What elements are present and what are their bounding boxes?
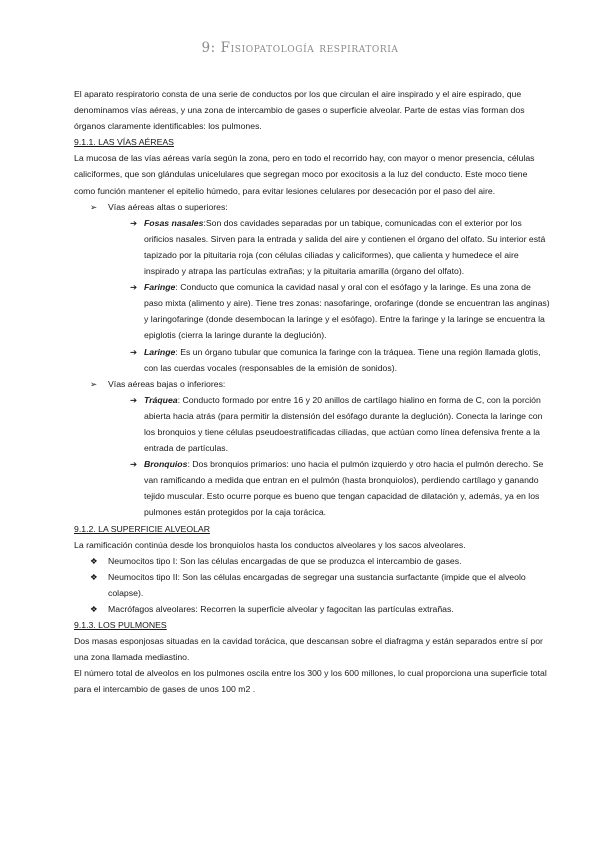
list-item-upper-airways: ➢ Vías aéreas altas o superiores: xyxy=(74,199,550,215)
pulmones-paragraph-2: El número total de alveolos en los pulmones oscila entre los 300 y los 600 millones, lo cual proporciona una superficie total para el intercambio de gases de unos 100 m2 . xyxy=(74,668,547,695)
arrow-bullet-icon: ➔ xyxy=(130,346,138,357)
list-item-laringe: ➔ Laringe: Es un órgano tubular que comunica la faringe con la tráquea. Tiene una región llamada glotis, con las cuerdas vocales (responsables de la emisión de sonidos). xyxy=(74,344,550,376)
superficie-alveolar-paragraph: La ramificación continúa desde los bronquiolos hasta los conductos alveolares y los sacos alveolares. xyxy=(74,539,466,550)
intro-paragraph: El aparato respiratorio consta de una serie de conductos por los que circulan el aire inspirado y el aire espirado, que denominamos vías aéreas, y una zona de intercambio de gases o superficie alveolar. Parte de estas vías forman dos órganos claramente identificables: los pulmones. xyxy=(74,89,525,132)
section-heading-pulmones: 9.1.3. LOS PULMONES xyxy=(74,620,167,631)
list-item-neumocitos-ii: ❖ Neumocitos tipo II: Son las células encargadas de segregar una sustancia surfactante (impide que el alveolo colapse). xyxy=(74,569,550,601)
arrow-bullet-icon: ➔ xyxy=(130,217,138,228)
list-item-neumocitos-i: ❖ Neumocitos tipo I: Son las células encargadas de que se produzca el intercambio de gases. xyxy=(74,553,550,569)
list-item-traquea: ➔ Tráquea: Conducto formado por entre 16 y 20 anillos de cartílago hialino en forma de C, con la porción abierta hacia atrás (para permitir la distensión del esófago durante la deglución). Conecta la laringe con los bronquios y tiene células pseudoestratificadas ciliadas, que actúan como línea defensiva frente a la entrada de partículas. xyxy=(74,392,550,456)
arrow-bullet-icon: ➔ xyxy=(130,459,138,470)
pulmones-paragraph-1: Dos masas esponjosas situadas en la cavidad torácica, que descansan sobre el diafragma y están separados entre sí por una zona llamada mediastino. xyxy=(74,636,543,663)
arrow-bullet-icon: ➔ xyxy=(130,282,138,293)
document-body xyxy=(74,86,550,698)
list-item-fosas-nasales: ➔ Fosas nasales:Son dos cavidades separadas por un tabique, comunicadas con el exterior por los orificios nasales. Sirven para la entrada y salida del aire y contienen el órgano del olfato. Su interior está tapizado por la pituitaria roja (con células ciliadas y caliciformes), que calienta y humedece el aire inspirado y atrapa las partículas extrañas; y la pituitaria amarilla (órgano del olfato). xyxy=(74,215,550,279)
list-item-macrofagos: ❖ Macrófagos alveolares: Recorren la superficie alveolar y fagocitan las partículas extrañas. xyxy=(74,601,550,617)
diamond-bullet-icon: ❖ xyxy=(90,571,98,582)
diamond-bullet-icon: ❖ xyxy=(90,555,98,566)
arrowhead-bullet-icon: ➢ xyxy=(90,201,98,212)
section-heading-superficie-alveolar: 9.1.2. LA SUPERFICIE ALVEOLAR xyxy=(74,523,211,534)
diamond-bullet-icon: ❖ xyxy=(90,604,98,614)
arrow-bullet-icon: ➔ xyxy=(130,394,138,405)
list-item-faringe: ➔ Faringe: Conducto que comunica la cavidad nasal y oral con el esófago y la laringe. Es una zona de paso mixta (alimento y aire). Tiene tres zonas: nasofaringe, orofaringe (donde se encuentran las anginas) y laringofaringe (donde desembocan la laringe y el esófago). Entre la faringe y la laringe se encuentra la epiglotis (cierra la laringe durante la deglución). xyxy=(74,279,550,343)
section-heading-vias-aereas: 9.1.1. LAS VÍAS AÉREAS xyxy=(74,137,174,148)
vias-aereas-paragraph: La mucosa de las vías aéreas varía según la zona, pero en todo el recorrido hay, con mayor o menor presencia, células caliciformes, que son glándulas unicelulares que segregan moco por exocitosis a la luz del conducto. Este moco tiene como función mantener el epitelio húmedo, para evitar lesiones celulares por desecación por el paso del aire. xyxy=(74,153,535,196)
arrowhead-bullet-icon: ➢ xyxy=(90,378,98,389)
list-item-bronquios: ➔ Bronquios: Dos bronquios primarios: uno hacia el pulmón izquierdo y otro hacia el pulmón derecho. Se van ramificando a medida que entran en el pulmón (hasta bronquiolos), perdiendo cartílago y ganando tejido muscular. Esto ocurre porque es bueno que tengan capacidad de dilatación y, además, ya en los pulmones están protegidos por la caja torácica. xyxy=(74,456,550,520)
document-title: 9: Fisiopatología respiratoria xyxy=(201,40,399,56)
list-item-lower-airways: ➢ Vías aéreas bajas o inferiores: xyxy=(74,376,550,392)
